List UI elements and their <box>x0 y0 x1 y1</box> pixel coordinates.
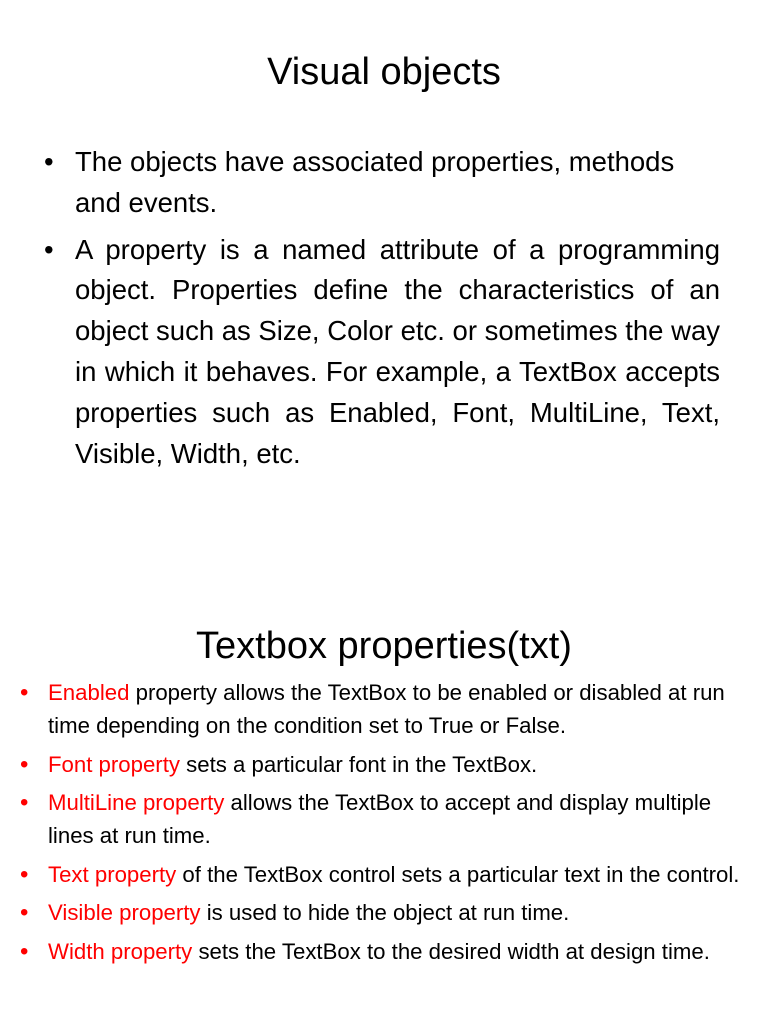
list-item <box>20 748 760 781</box>
list-item <box>20 935 760 968</box>
bullet-icon: • <box>44 146 54 177</box>
property-description: allows the TextBox to accept and display multiple lines at run time. <box>48 790 712 848</box>
bullet-icon: • <box>20 860 29 888</box>
property-description: of the TextBox control sets a particular text in the control. <box>176 861 740 887</box>
property-description: property allows the TextBox to be enabled or disabled at run time depending on the condition set to True or False. <box>48 680 725 738</box>
list-item <box>44 142 720 224</box>
list-item <box>20 786 760 852</box>
property-term: Width property <box>48 938 193 964</box>
property-term: Text property <box>48 861 177 887</box>
bullet-icon: • <box>44 233 54 265</box>
slide-textbox-properties <box>0 600 768 1024</box>
slide-title: Visual objects <box>267 51 501 93</box>
property-description: sets the TextBox to the desired width at design time. <box>192 938 710 964</box>
bullet-list <box>20 676 760 973</box>
bullet-icon: • <box>20 789 29 816</box>
bullet-text: The objects have associated properties, methods and events. <box>75 146 675 218</box>
bullet-icon: • <box>20 750 29 778</box>
list-item <box>20 676 760 742</box>
property-term: Font property <box>48 751 180 777</box>
bullet-icon: • <box>20 899 29 926</box>
property-term: Enabled <box>48 680 130 705</box>
bullet-icon: • <box>20 937 29 965</box>
property-description: is used to hide the object at run time. <box>200 900 570 925</box>
bullet-text: A property is a named attribute of a programming object. Properties define the characteristics of an object such as Size, Color etc. or sometimes the way in which it behaves. For example, a TextBox accepts properties such as Enabled, Font, MultiLine, Text, Visible, Width, etc. <box>75 233 720 469</box>
property-term: MultiLine property <box>48 790 225 815</box>
list-item <box>20 896 760 929</box>
bullet-icon: • <box>20 679 29 706</box>
property-description: sets a particular font in the TextBox. <box>179 751 538 777</box>
property-term: Visible property <box>48 900 201 925</box>
list-item <box>20 858 760 891</box>
bullet-list <box>44 142 720 480</box>
list-item <box>44 230 720 475</box>
slide-title: Textbox properties(txt) <box>196 625 572 667</box>
